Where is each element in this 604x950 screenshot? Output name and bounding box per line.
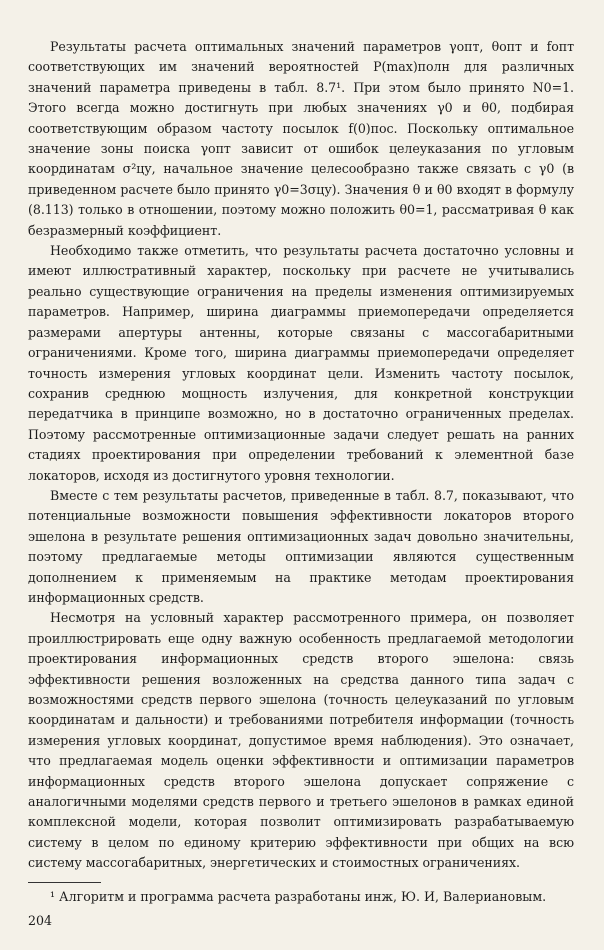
page-number: 204 [28,913,53,928]
paragraph-2: Необходимо также отметить, что результаты расчета достаточно условны и имеют иллюстративный характер, поскольку при расчете не учитывались реально существующие ограничения на пределы изменения оптимизируемых параметров. Например, ширина диаграммы приемопередачи определяется размерами апертуры антенны, которые связаны с массогабаритными ограничениями. Кроме того, ширина диаграммы приемопередачи определяет точность измерения угловых координат цели. Изменить частоту посылок, сохранив среднюю мощность излучения, для конкретной конструкции передатчика в принципе возможно, но в достаточно ограниченных пределах. Поэтому рассмотренные оптимизационные задачи следует решать на ранних стадиях проектирования при определении требований к элементной базе локаторов, исходя из достигнутого уровня технологии. [28,243,574,483]
paragraph-4: Несмотря на условный характер рассмотренного примера, он позволяет проиллюстрировать еще одну важную особенность предлагаемой методологии проектирования информационных средств второго эшелона: связь эффективности решения возложенных на средства данного типа задач с возможностями средств первого эшелона (точность целеуказаний по угловым координатам и дальности) и требованиями потребителя информации (точность измерения угловых координат, допустимое время наблюдения). Это означает, что предлагаемая модель оценки эффективности и оптимизации параметров информационных средств второго эшелона допускает сопряжение с аналогичными моделями средств первого и третьего эшелонов в рамках единой комплексной модели, которая позволит оптимизировать разрабатываемую систему в целом по единому критерию эффективности при общих на всю систему массогабаритных, энергетических и стоимостных ограничениях. [28,610,574,871]
body-text [28,37,574,874]
paragraph-1: Результаты расчета оптимальных значений параметров γопт, θопт и fопт соответствующих им значений вероятностей P(max)полн для различных значений параметра приведены в табл. 8.7¹. При этом было принято N0=1. Этого всегда можно достигнуть при любых значениях γ0 и θ0, подбирая соответствующим образом частоту посылок f(0)пос. Поскольку оптимальное значение зоны поиска γопт зависит от ошибок целеуказания по угловым координатам σ²цу, начальное значение целесообразно также связать с γ0 (в приведенном расчете было принято γ0=3σцу). Значения θ и θ0 входят в формулу (8.113) только в отношении, поэтому можно положить θ0=1, рассматривая θ как безразмерный коэффициент. [28,39,574,238]
footnote-divider [28,882,101,883]
footnote: ¹ Алгоритм и программа расчета разработаны инж, Ю. И, Валериановым. [50,889,547,904]
paragraph-3: Вместе с тем результаты расчетов, приведенные в табл. 8.7, показывают, что потенциальные возможности повышения эффективности локаторов второго эшелона в результате решения оптимизационных задач довольно значительны, поэтому предлагаемые методы оптимизации являются существенным дополнением к применяемым на практике методам проектирования информационных средств. [28,487,574,605]
